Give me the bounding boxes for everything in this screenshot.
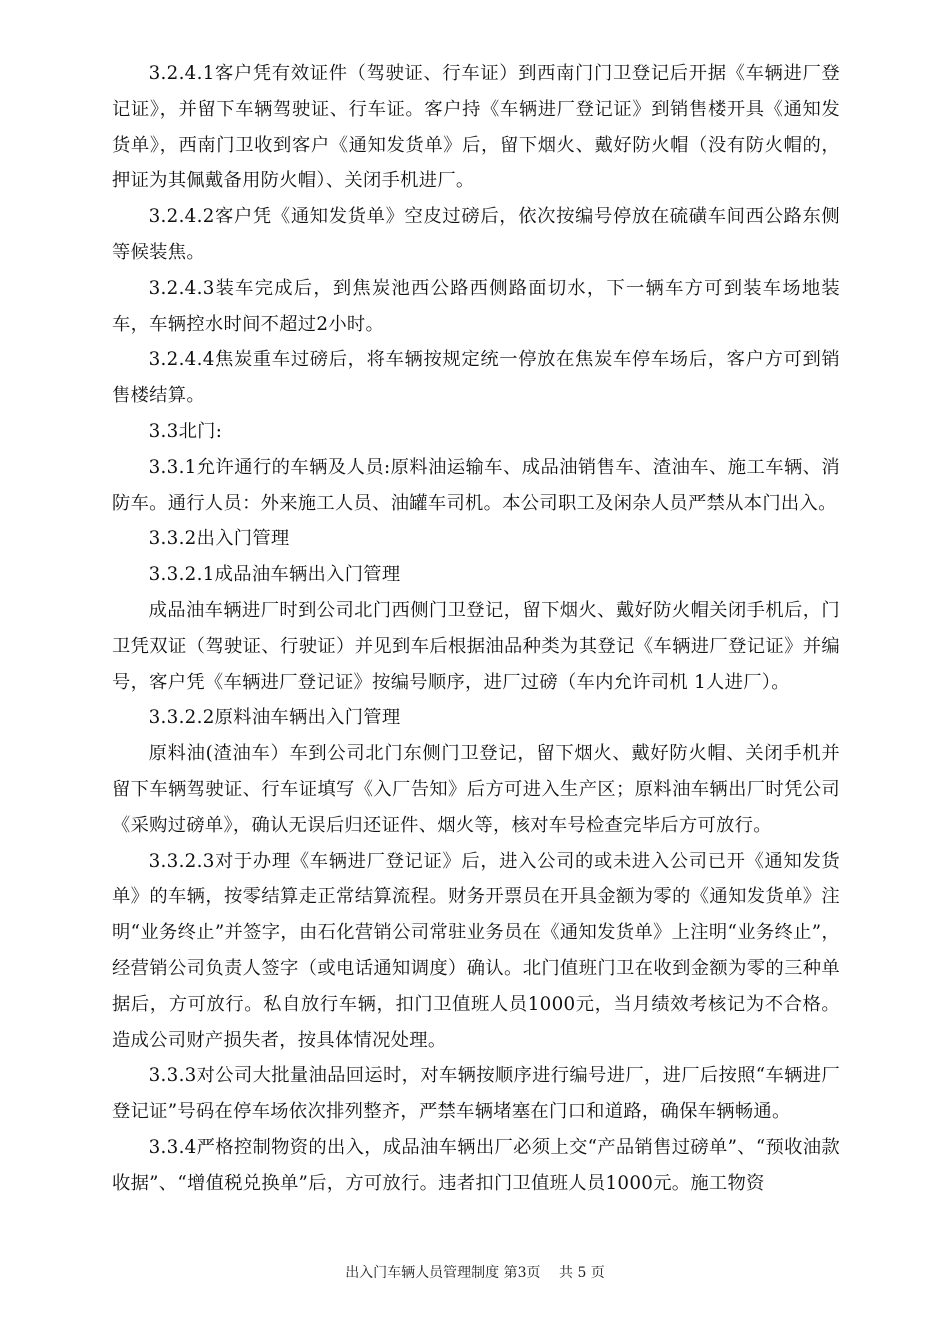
heading-3-3-2-2: 3.3.2.2原料油车辆出入门管理 (148, 707, 401, 729)
paragraph-product-oil-vehicles: 成品油车辆进厂时到公司北门西侧门卫登记，留下烟火、戴好防火帽关闭手机后，门卫凭双证（驾驶证、行驶证）并见到车后根据油品种类为其登记《车辆进厂登记证》并编号，客户凭《车辆进厂登记证》按编号顺序，进厂过磅（车内允许司机 1人进厂）。 (112, 599, 840, 693)
paragraph-3-2-4-4: 3.2.4.4焦炭重车过磅后，将车辆按规定统一停放在焦炭车停车场后，客户方可到销售楼结算。 (112, 349, 840, 407)
document-body (112, 56, 840, 1202)
page-footer: 出入门车辆人员管理制度 第3页 共 5 页 (345, 1265, 605, 1281)
paragraph-3-2-4-1: 3.2.4.1客户凭有效证件（驾驶证、行车证）到西南门门卫登记后开据《车辆进厂登记证》，并留下车辆驾驶证、行车证。客户持《车辆进厂登记证》到销售楼开具《通知发货单》，西南门卫收到客户《通知发货单》后，留下烟火、戴好防火帽（没有防火帽的，押证为其佩戴备用防火帽）、关闭手机进厂。 (112, 63, 840, 192)
heading-3-3-2: 3.3.2出入门管理 (148, 528, 290, 550)
paragraph-3-3-1: 3.3.1允许通行的车辆及人员:原料油运输车、成品油销售车、渣油车、施工车辆、消防车。通行人员：外来施工人员、油罐车司机。本公司职工及闲杂人员严禁从本门出入。 (112, 456, 840, 514)
paragraph-3-2-4-2: 3.2.4.2客户凭《通知发货单》空皮过磅后，依次按编号停放在硫磺车间西公路东侧等候装焦。 (112, 206, 840, 263)
paragraph-3-3-3: 3.3.3对公司大批量油品回运时，对车辆按顺序进行编号进厂，进厂后按照“车辆进厂登记证”号码在停车场依次排列整齐，严禁车辆堵塞在门口和道路，确保车辆畅通。 (112, 1065, 840, 1123)
paragraph-3-2-4-3: 3.2.4.3装车完成后，到焦炭池西公路西侧路面切水，下一辆车方可到装车场地装车，车辆控水时间不超过2小时。 (112, 277, 840, 335)
heading-3-3-north-gate: 3.3北门: (148, 420, 223, 442)
paragraph-3-3-2-3: 3.3.2.3对于办理《车辆进厂登记证》后，进入公司的或未进入公司已开《通知发货单》的车辆，按零结算走正常结算流程。财务开票员在开具金额为零的《通知发货单》注明“业务终止”并签字，由石化营销公司常驻业务员在《通知发货单》上注明“业务终止”，经营销公司负责人签字（或电话通知调度）确认。北门值班门卫在收到金额为零的三种单据后，方可放行。私自放行车辆，扣门卫值班人员1000元，当月绩效考核记为不合格。造成公司财产损失者，按具体情况处理。 (112, 850, 840, 1051)
paragraph-raw-oil-vehicles: 原料油(渣油车）车到公司北门东侧门卫登记，留下烟火、戴好防火帽、关闭手机并留下车辆驾驶证、行车证填写《入厂告知》后方可进入生产区；原料油车辆出厂时凭公司《采购过磅单》，确认无误后归还证件、烟火等，核对车号检查完毕后方可放行。 (112, 743, 840, 836)
paragraph-3-3-4: 3.3.4严格控制物资的出入，成品油车辆出厂必须上交“产品销售过磅单”、“预收油款收据”、“增值税兑换单”后，方可放行。违者扣门卫值班人员1000元。施工物资 (112, 1136, 840, 1194)
heading-3-3-2-1: 3.3.2.1成品油车辆出入门管理 (148, 564, 401, 586)
